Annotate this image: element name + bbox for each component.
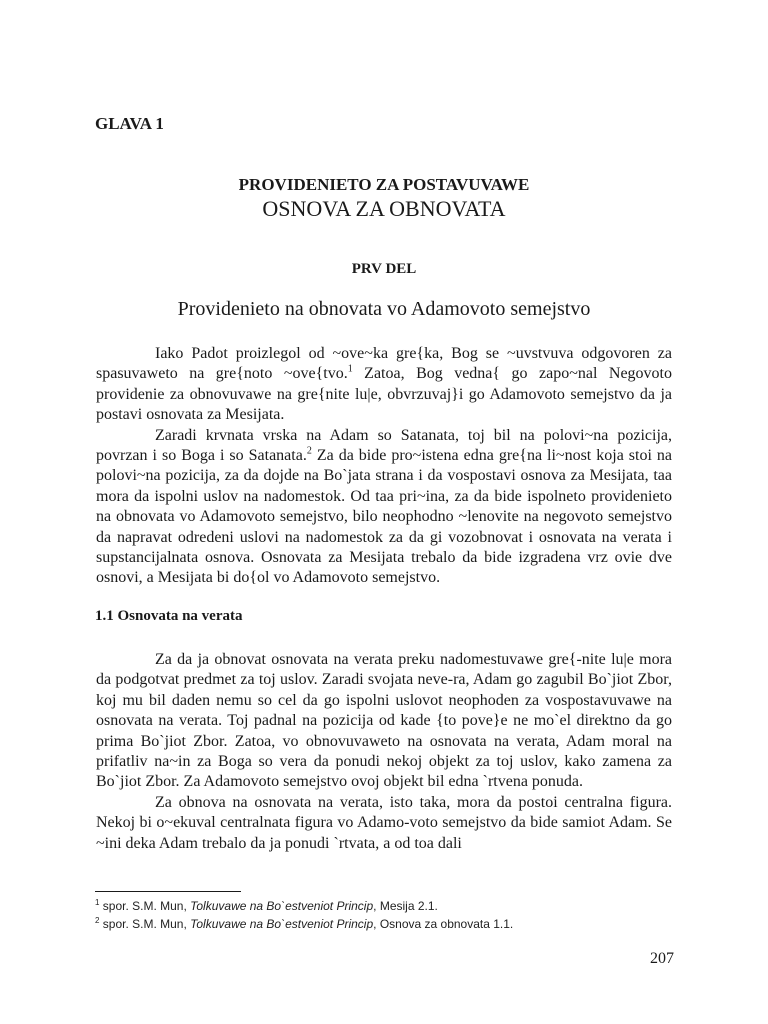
page-number: 207 xyxy=(650,950,674,967)
footnote-2: $^2$ spor. S.M. Mun, Tolkuvawe na Bo`estveniot Princip, Osnova za obnovata 1.1. xyxy=(95,916,514,931)
subsection-paragraph-2: Za obnova na osnovata na verata, isto taka, mora da postoi centralna figura. Nekoj bi o~ekuval centralnata figura vo Adamo-voto semejstvo da bide samiot Adam. Se ~ini deka Adam trebalo da ja ponudi `rtvata, a od toa dali xyxy=(96,793,672,852)
subsection-text xyxy=(96,630,672,854)
intro-text xyxy=(96,344,672,589)
footnote-ref-1[interactable]: 1 xyxy=(347,364,353,376)
chapter-title: OSNOVA ZA OBNOVATA xyxy=(262,196,506,221)
footnote-1: $^1$ spor. S.M. Mun, Tolkuvawe na Bo`estveniot Princip, Mesija 2.1. xyxy=(95,898,438,913)
subsection-heading: 1.1 Osnovata na verata xyxy=(95,608,243,624)
intro-paragraph-1: Iako Padot proizlegol od ~ove~ka gre{ka, Bog se ~uvstvuva odgovoren za spasuvaweto na gre{noto ~ove{tvo.$^1$ Zatoa, Bog vedna{ go zapo~nal Negovoto providenie za obnovuvawe na gre{nite lu|e, obvrzuvaj}i go Adamovoto semejstvo da ja postavi osnovata za Mesijata. xyxy=(96,345,672,424)
section-title: Providenieto na obnovata vo Adamovoto semejstvo xyxy=(177,298,591,320)
chapter-subtitle: PROVIDENIETO ZA POSTAVUVAWE xyxy=(238,175,530,194)
footnote-divider xyxy=(95,891,241,892)
footnote-ref-2[interactable]: 2 xyxy=(306,445,312,457)
chapter-label: GLAVA 1 xyxy=(95,114,164,133)
subsection-paragraph-1: Za da ja obnovat osnovata na verata preku nadomestuvawe gre{-nite lu|e mora da podgotvat predmet za toj uslov. Zaradi svojata neve-ra, Adam go zagubil Bo`jiot Zbor, koj mu bil daden nemu so cel da go ispolni uslovot neophoden za vospostavuvawe na osnovata na verata. Toj padnal na pozicija od kade {to pove}e ne mo`el direktno da go prima Bo`jiot Zbor. Zatoa, vo obnovuvaweto na osnovata na verata, Adam moral na prifatliv na~in za Boga so vera da ponudi nekoj objekt za toj uslov, kako zamena za Bo`jiot Zbor. Za Adamovoto semejstvo ovoj objekt bil edna `rtvena ponuda. xyxy=(96,651,672,791)
intro-paragraph-2: Zaradi krvnata vrska na Adam so Satanata, toj bil na polovi~na pozicija, povrzan i so Boga i so Satanata.$^2$ Za da bide pro~istena edna gre{na li~nost koja stoi na polovi~na pozicija, za da dojde na Bo`jata strana i da vospostavi osnova za Mesijata, taa mora da ispolni uslov na nadomestok. Od taa pri~ina, za da bide ispolneto providenieto na obnovata vo Adamovoto semejstvo, bilo neophodno ~lenovite na negovoto semejstvo da napravat odredeni uslovi na nadomestok za da gi vozobnovat i osnovata na verata i supstancijalnata osnova. Osnovata za Mesijata trebalo da bide izgradena vrz ovie dve osnovi, a Mesijata bi do{ol vo Adamovoto semejstvo. xyxy=(96,426,673,587)
part-heading: PRV DEL xyxy=(351,261,417,277)
